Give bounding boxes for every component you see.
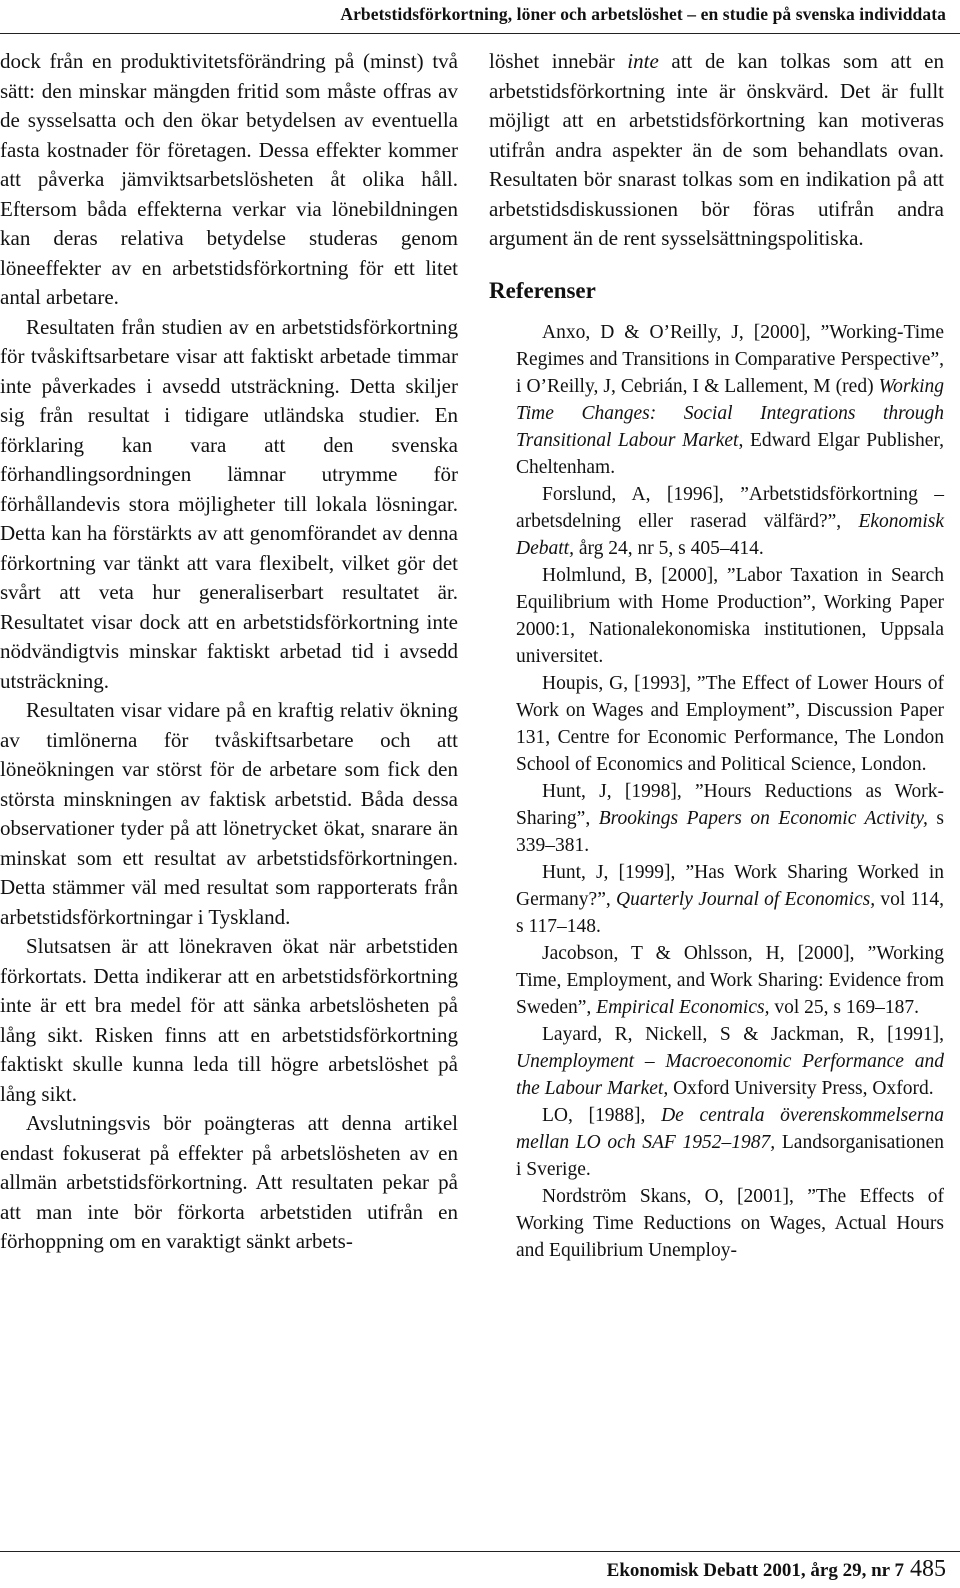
reference-text: Forslund, A, [1996], ”Arbetstidsförkortning – arbetsdelning eller raserad välfärd?”, xyxy=(516,484,944,532)
continuation-text: löshet innebär xyxy=(489,49,628,73)
reference-title: De centrala överenskommelserna mellan LO och SAF 1952–1987, xyxy=(516,1105,944,1153)
reference-item xyxy=(489,1183,944,1264)
page-footer xyxy=(607,1556,946,1583)
header-rule xyxy=(0,33,960,34)
paragraph: Resultaten från studien av en arbetstidsförkortning för tvåskiftsarbetare visar att faktiskt arbetade timmar inte påverkades i avsedd utsträckning. Detta skiljer sig från resultat i tidigare utländska studier. En förklaring kan vara att den svenska förhandlingsordningen lämnar utrymme för förhållandevis stora möjligheter till lokala lösningar. Detta kan ha förstärkts av att genomförandet av denna förkortning var tänkt att vara flexibelt, vilket gör det svårt att veta hur generaliserbart resultatet är. Resultatet visar dock att en arbetstidsförkortning inte nödvändigtvis minskar faktiskt arbetad tid i avsedd utsträckning. xyxy=(0,314,458,693)
reference-text: Hunt, J, [1998], ”Hours Reductions as Work-Sharing”, xyxy=(516,781,944,829)
reference-item xyxy=(489,481,944,562)
footer-rule xyxy=(0,1551,960,1552)
reference-text: Oxford University Press, Oxford. xyxy=(668,1078,934,1099)
reference-title: Unemployment – Macroeconomic Performance and the Labour Market, xyxy=(516,1051,944,1099)
references-heading: Referenser xyxy=(489,277,596,303)
paragraph: dock från en produktivitetsförändring på (minst) två sätt: den minskar mängden fritid som måste offras av de sysselsatta och den ökar betydelsen av eventuella fasta kostnader för företagen. Dessa effekter kommer att påverka jämviktsarbetslösheten åt olika håll. Eftersom båda effekterna verkar via lönebildningen kan deras relativa betydelse studeras genom löneeffekter av en arbetstidsförkortning för ett litet antal arbetare. xyxy=(0,49,458,309)
reference-title: Brookings Papers on Economic Activity, xyxy=(598,808,928,829)
continuation-emphasis: inte xyxy=(627,49,659,73)
reference-text: vol 25, s 169–187. xyxy=(769,997,919,1018)
reference-item xyxy=(489,670,944,778)
paragraph: Avslutningsvis bör poängteras att denna artikel endast fokuserat på effekter på arbetslösheten av en allmän arbetstidsförkortning. Att resultaten pekar på att man inte bör förkorta arbetstiden utifrån en förhoppning om en varaktigt sänkt arbets- xyxy=(0,1111,458,1253)
right-column xyxy=(489,47,944,1264)
reference-title: Working Time Changes: Social Integrations through Transitional Labour Market xyxy=(516,376,944,451)
reference-text: LO, [1988], xyxy=(542,1105,662,1126)
reference-title: Quarterly Journal of Economics, xyxy=(616,889,876,910)
running-header: Arbetstidsförkortning, löner och arbetslöshet – en studie på svenska individdata xyxy=(340,4,946,24)
continuation-text: att de kan tolkas som att en arbetstidsförkortning inte är önskvärd. Det är fullt möjligt att en arbetstidsförkortning kan motiveras utifrån andra aspekter än de som behandlats ovan. Resultaten bör snarast tolkas som en indikation på att arbetstidsdiskussionen bör föras utifrån andra argument än de rent sysselsättningspolitiska. xyxy=(489,49,944,250)
reference-item xyxy=(489,778,944,859)
reference-text: Anxo, D & O’Reilly, J, [2000], ”Working-Time Regimes and Transitions in Comparative Perspective”, i O’Reilly, J, Cebrián, I & Lallement, M (red) xyxy=(516,322,944,397)
continuation-paragraph xyxy=(489,47,944,254)
reference-item xyxy=(489,1102,944,1183)
reference-text: , Edward Elgar Publisher, Cheltenham. xyxy=(516,430,944,478)
reference-text: Nordström Skans, O, [2001], ”The Effects of Working Time Reductions on Wages, Actual Hours and Equilibrium Unemploy- xyxy=(516,1186,944,1261)
reference-text: vol 114, s 117–148. xyxy=(516,889,944,937)
reference-item xyxy=(489,1021,944,1102)
paragraph: Resultaten visar vidare på en kraftig relativ ökning av timlönerna för tvåskiftsarbetare och att löneökningen var störst för de arbetare som fick den största minskningen av faktisk arbetstid. Båda dessa observationer tyder på att lönetrycket ökat, snarare än minskat som ett resultat av arbetstidsförkortningen. Detta stämmer väl med resultat som rapporterats från arbetstidsförkortningar i Tyskland. xyxy=(0,698,458,929)
page-number: 485 xyxy=(910,1556,946,1582)
reference-text: Jacobson, T & Ohlsson, H, [2000], ”Working Time, Employment, and Work Sharing: Evidence from Sweden”, xyxy=(516,943,944,1018)
references-list xyxy=(489,319,944,1264)
reference-text: Layard, R, Nickell, S & Jackman, R, [1991], xyxy=(542,1024,944,1045)
reference-title: Ekonomisk Debatt, xyxy=(516,511,944,559)
reference-text: s 339–381. xyxy=(516,808,944,856)
reference-text: Houpis, G, [1993], ”The Effect of Lower Hours of Work on Wages and Employment”, Discussion Paper 131, Centre for Economic Performance, The London School of Economics and Political Science, London. xyxy=(516,673,944,775)
reference-item xyxy=(489,562,944,670)
reference-text: Landsorganisationen i Sverige. xyxy=(516,1132,944,1180)
journal-citation: Ekonomisk Debatt 2001, årg 29, nr 7 xyxy=(606,1560,904,1581)
reference-item xyxy=(489,940,944,1021)
reference-text: årg 24, nr 5, s 405–414. xyxy=(573,538,764,559)
reference-title: Empirical Economics, xyxy=(596,997,770,1018)
reference-item xyxy=(489,859,944,940)
reference-text: Holmlund, B, [2000], ”Labor Taxation in Search Equilibrium with Home Production”, Working Paper 2000:1, Nationalekonomiska institutionen, Uppsala universitet. xyxy=(516,565,944,667)
paragraph: Slutsatsen är att lönekraven ökat när arbetstiden förkortats. Detta indikerar att en arbetstidsförkortning inte är ett bra medel för att sänka arbetslösheten på lång sikt. Risken finns att en arbetstidsförkortning faktiskt skulle kunna leda till högre arbetslöshet på lång sikt. xyxy=(0,934,458,1106)
left-column xyxy=(0,47,458,1257)
reference-item xyxy=(489,319,944,481)
reference-text: Hunt, J, [1999], ”Has Work Sharing Worked in Germany?”, xyxy=(516,862,944,910)
